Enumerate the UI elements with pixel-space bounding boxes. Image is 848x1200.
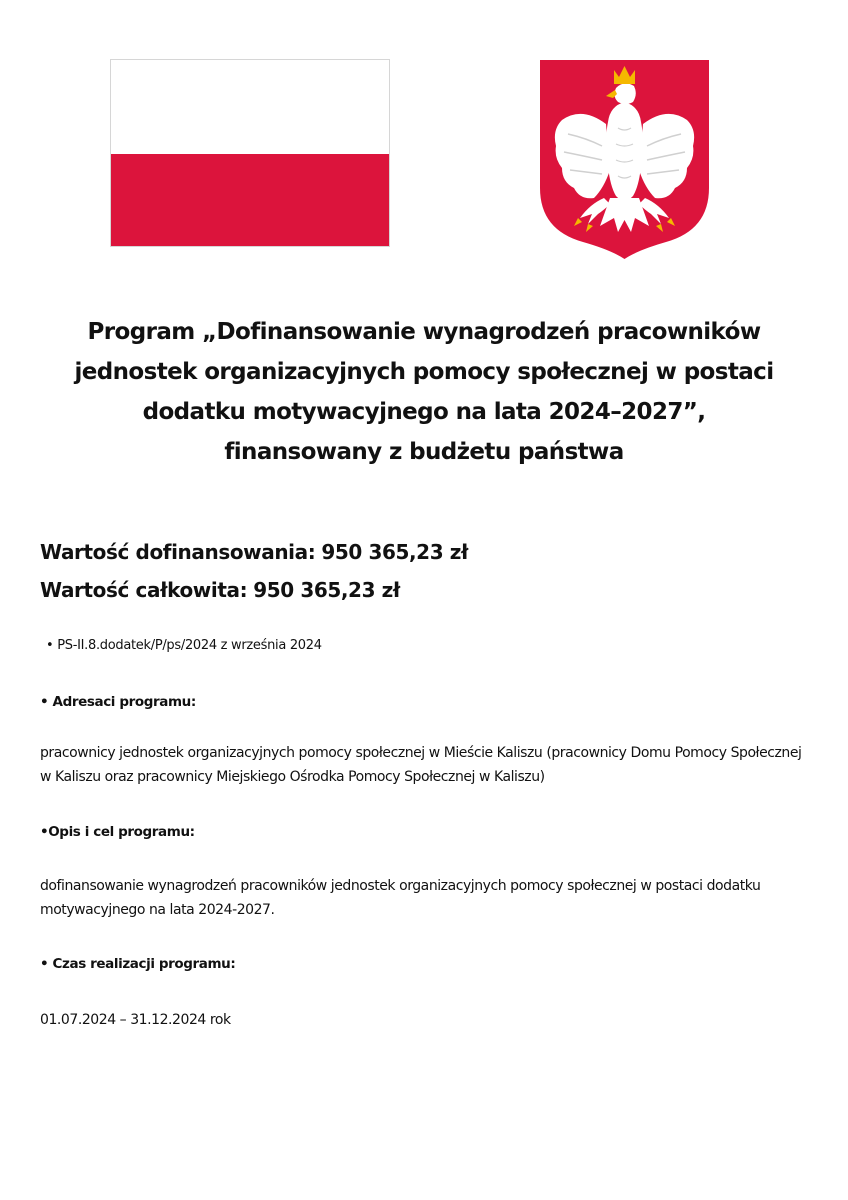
total-value-line — [40, 578, 400, 602]
description-text: dofinansowanie wynagrodzeń pracowników jednostek organizacyjnych pomocy społecznej w postaci dodatku motywacyjnego na lata 2024-2027. — [40, 878, 761, 918]
duration-text: 01.07.2024 – 31.12.2024 rok — [40, 1012, 231, 1028]
recipients-text: pracownicy jednostek organizacyjnych pomocy społecznej w Mieście Kaliszu (pracownicy Domu Pomocy Społecznej w Kaliszu oraz pracownicy Miejskiego Ośrodka Pomocy Społecznej w Kaliszu) — [40, 745, 802, 785]
recipients-heading: • Adresaci programu: — [40, 694, 196, 710]
co-financing-label: Wartość dofinansowania: — [40, 540, 316, 564]
total-value-label: Wartość całkowita: — [40, 578, 248, 602]
description-heading: •Opis i cel programu: — [40, 824, 195, 840]
duration-heading: • Czas realizacji programu: — [40, 956, 236, 972]
document-reference: • PS-II.8.dodatek/P/ps/2024 z września 2024 — [46, 638, 322, 653]
flag-red-stripe — [111, 154, 389, 247]
program-title-line-2: jednostek organizacyjnych pomocy społecznej w postaci — [74, 359, 774, 385]
program-title-line-4: finansowany z budżetu państwa — [224, 439, 624, 465]
program-title-line-1: Program „Dofinansowanie wynagrodzeń pracowników — [87, 319, 761, 345]
co-financing-amount: 950 365,23 zł — [321, 540, 469, 564]
flag-white-stripe — [111, 60, 389, 154]
total-value-amount: 950 365,23 zł — [253, 578, 400, 602]
program-title — [40, 312, 808, 472]
coat-of-arms-of-poland-icon — [538, 58, 711, 260]
program-title-line-3: dodatku motywacyjnego na lata 2024–2027”, — [142, 399, 706, 425]
flag-of-poland — [110, 59, 390, 247]
co-financing-value-line — [40, 540, 468, 564]
